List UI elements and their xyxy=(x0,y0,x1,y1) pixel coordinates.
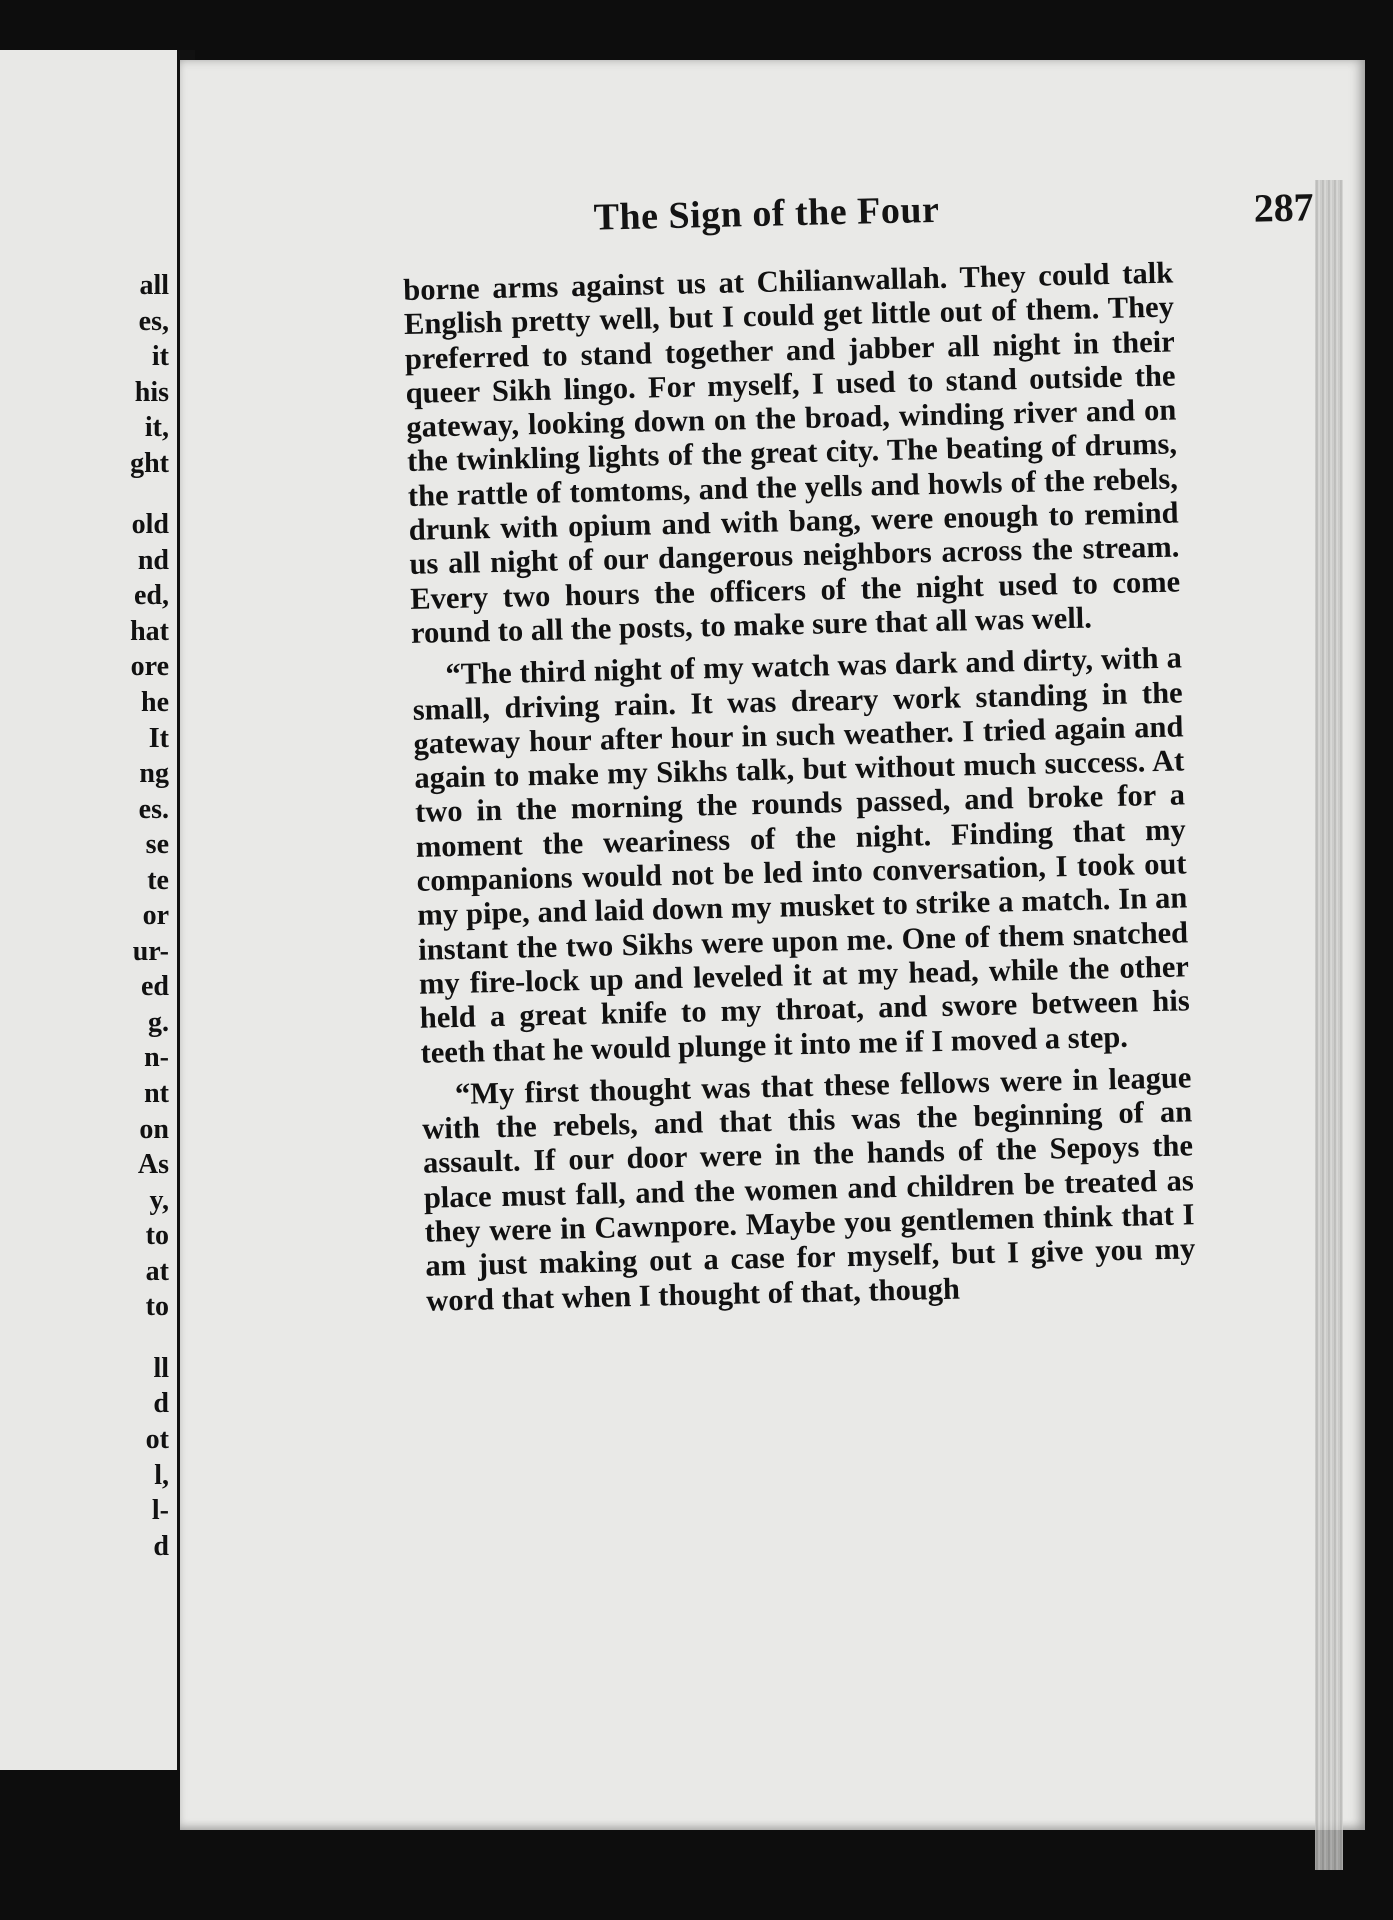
left-page-fragment: ll xyxy=(153,1352,169,1384)
left-page-fragment: g. xyxy=(148,1006,169,1038)
left-page-fragment: or xyxy=(142,900,169,932)
left-page-fragment: ed xyxy=(141,971,169,1003)
left-page-fragment: d xyxy=(153,1530,169,1562)
left-page-fragment: his xyxy=(134,376,169,408)
paragraph: “My first thought was that these fellows were in league with the rebels, and that this was the beginning of an assault. If our door were in the hands of the Sepoys the place must fall, and the women and children be treated as they were in Cawnpore. Maybe you gentlemen think that I am just making out a case for myself, but I give you my word that when I thought of that, though xyxy=(421,1060,1196,1318)
paragraph: “The third night of my watch was dark and dirty, with a small, driving rain. It was dreary work standing in the gateway hour after hour in such weather. I tried again and again to make my Sikhs talk, but without much success. At two in the morning the rounds passed, and broke for a moment the weariness of the night. Finding that my companions would not be led into conversation, I took out my pipe, and laid down my musket to strike a match. In an instant the two Sikhs were upon me. One of them snatched my fire-lock up and leveled it at my head, while the other held a great knife to my throat, and swore between his teeth that he would plunge it into me if I moved a step. xyxy=(412,640,1190,1070)
left-page-fragment: ght xyxy=(130,447,169,479)
left-page-fragment: ed, xyxy=(134,580,169,612)
page-content xyxy=(180,33,1393,1829)
left-page-fragment: it, xyxy=(144,412,169,444)
left-page-fragment: n- xyxy=(144,1042,169,1074)
left-page-fragment: to xyxy=(145,1220,169,1252)
left-page-fragment: ot xyxy=(145,1423,169,1455)
left-page-fragment: he xyxy=(141,687,169,719)
left-page-fragment: es. xyxy=(138,793,169,825)
running-title: The Sign of the Four xyxy=(593,188,940,239)
left-page-fragment: hat xyxy=(130,615,169,647)
left-page-fragment: old xyxy=(131,509,169,541)
left-page-fragment: es, xyxy=(138,305,169,337)
left-page-fragment: As xyxy=(137,1149,169,1181)
left-page-fragment: d xyxy=(153,1388,169,1420)
left-page-fragment: It xyxy=(148,722,169,754)
left-page-fragment: nt xyxy=(144,1078,169,1110)
left-page-fragment: on xyxy=(139,1113,169,1145)
left-page-fragment: se xyxy=(145,829,169,861)
left-facing-page xyxy=(0,50,195,1770)
left-page-fragment: l- xyxy=(151,1495,169,1527)
left-page-fragment: at xyxy=(145,1255,169,1287)
left-page-fragment: y, xyxy=(149,1184,169,1216)
left-page-fragment: nd xyxy=(137,544,169,576)
running-header xyxy=(593,179,1314,255)
fragment-gap xyxy=(19,481,169,507)
left-page-fragment: ur- xyxy=(132,935,169,967)
right-page xyxy=(180,60,1365,1830)
paragraph-continued: borne arms against us at Chilianwallah. They could talk English pretty well, but I could get little out of them. They preferred to stand together and jabber all night in their queer Sikh lingo. For myself, I used to stand outside the gateway, looking down on the broad, winding river and on the twinkling lights of the great city. The beating of drums, the rattle of tomtoms, and the yells and howls of the rebels, drunk with opium and with bang, were enough to remind us all night of our dangerous neighbors across the stream. Every two hours the officers of the night used to come round to all the posts, to make sure that all was well. xyxy=(402,255,1181,650)
left-page-fragment: te xyxy=(147,864,169,896)
left-page-fragment: ng xyxy=(139,758,169,790)
left-page-fragment: it xyxy=(151,341,169,373)
left-page-fragment: all xyxy=(139,270,169,301)
left-page-fragment: to xyxy=(145,1291,169,1323)
left-page-text-fragments xyxy=(19,268,169,1564)
left-page-fragment: ore xyxy=(130,651,169,683)
page-number: 287 xyxy=(1253,184,1315,231)
body-text xyxy=(403,256,1197,1318)
left-page-fragment: l, xyxy=(154,1459,169,1491)
fragment-gap xyxy=(19,1325,169,1351)
